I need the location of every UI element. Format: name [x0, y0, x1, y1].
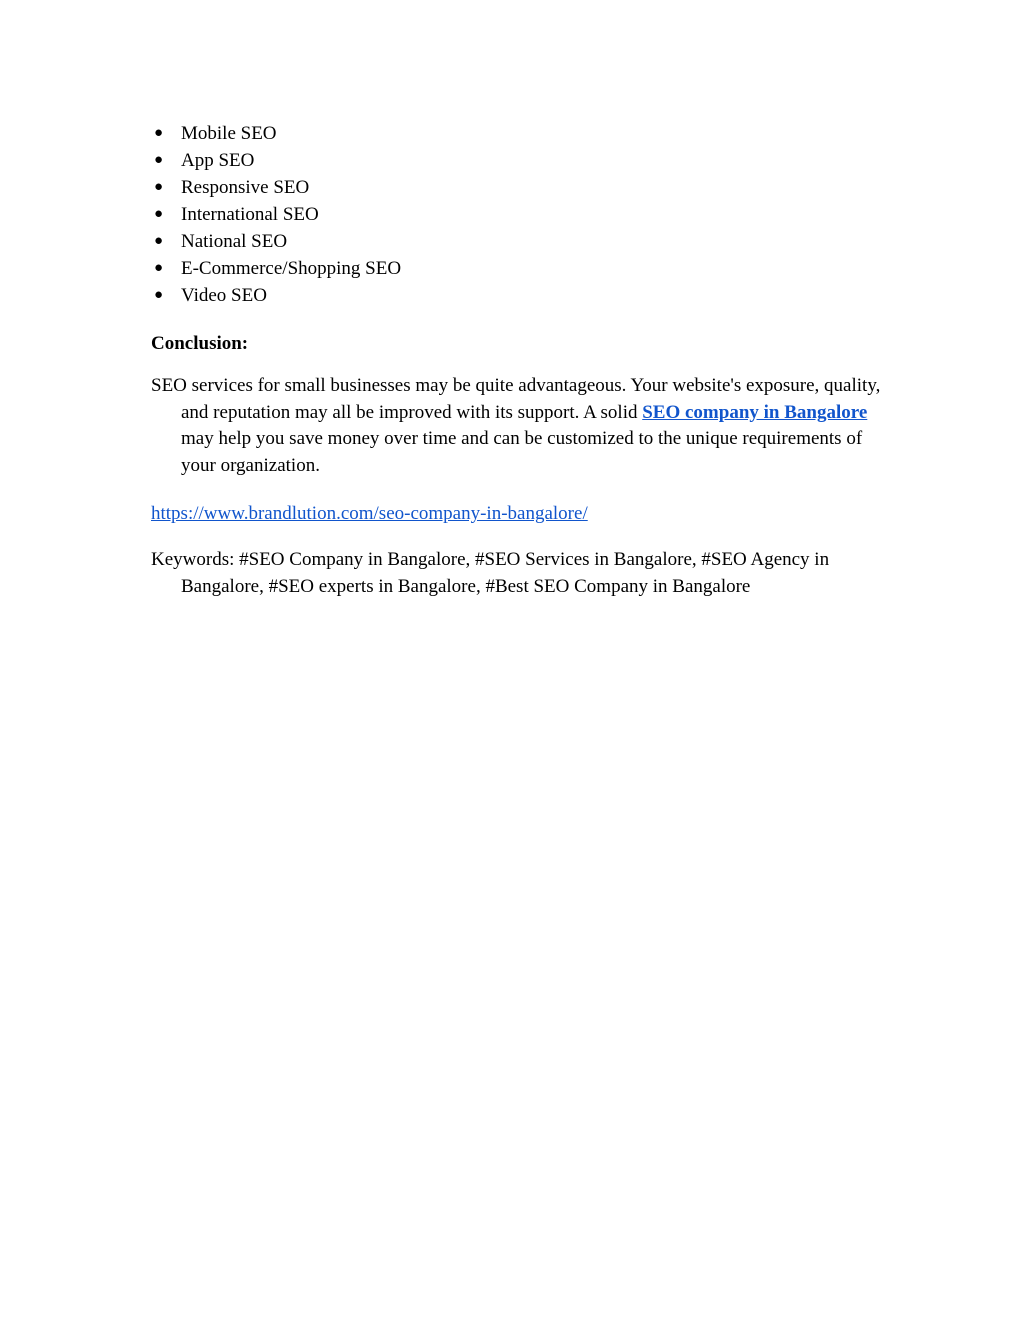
- list-item: [151, 174, 891, 201]
- list-item: [151, 228, 891, 255]
- paragraph-text-before: SEO services for small businesses may be quite advantageous. Your website's exposure, quality, and reputation may all be improved with its support. A solid: [151, 375, 881, 423]
- bullet-icon: ●: [154, 287, 164, 303]
- list-item-text: Video SEO: [181, 285, 267, 306]
- list-item: [151, 120, 891, 147]
- bullet-icon: ●: [154, 233, 164, 249]
- bullet-icon: ●: [154, 179, 164, 195]
- list-item-text: App SEO: [181, 150, 255, 171]
- conclusion-heading: Conclusion:: [151, 333, 249, 354]
- list-item-text: Responsive SEO: [181, 177, 310, 198]
- list-item-text: Mobile SEO: [181, 123, 277, 144]
- conclusion-paragraph: [151, 373, 891, 479]
- list-item: [151, 201, 891, 228]
- list-item-text: E-Commerce/Shopping SEO: [181, 258, 402, 279]
- paragraph-text-after: may help you save money over time and can be customized to the unique requirements of your organization.: [181, 428, 863, 476]
- list-item: [151, 255, 891, 282]
- list-item-text: International SEO: [181, 204, 319, 225]
- list-item-text: National SEO: [181, 231, 288, 252]
- list-item: [151, 282, 891, 309]
- bullet-icon: ●: [154, 125, 164, 141]
- seo-company-link[interactable]: SEO company in Bangalore: [642, 401, 868, 423]
- bullet-icon: ●: [154, 260, 164, 276]
- seo-types-list: [151, 120, 891, 309]
- bullet-icon: ●: [154, 206, 164, 222]
- keywords-paragraph: Keywords: #SEO Company in Bangalore, #SEO Services in Bangalore, #SEO Agency in Bangalore, #SEO experts in Bangalore, #Best SEO Company in Bangalore: [151, 549, 830, 597]
- list-item: [151, 147, 891, 174]
- page-content: [151, 120, 891, 600]
- brandlution-url-link[interactable]: https://www.brandlution.com/seo-company-in-bangalore/: [151, 503, 588, 524]
- url-paragraph: [151, 500, 891, 527]
- bullet-icon: ●: [154, 152, 164, 168]
